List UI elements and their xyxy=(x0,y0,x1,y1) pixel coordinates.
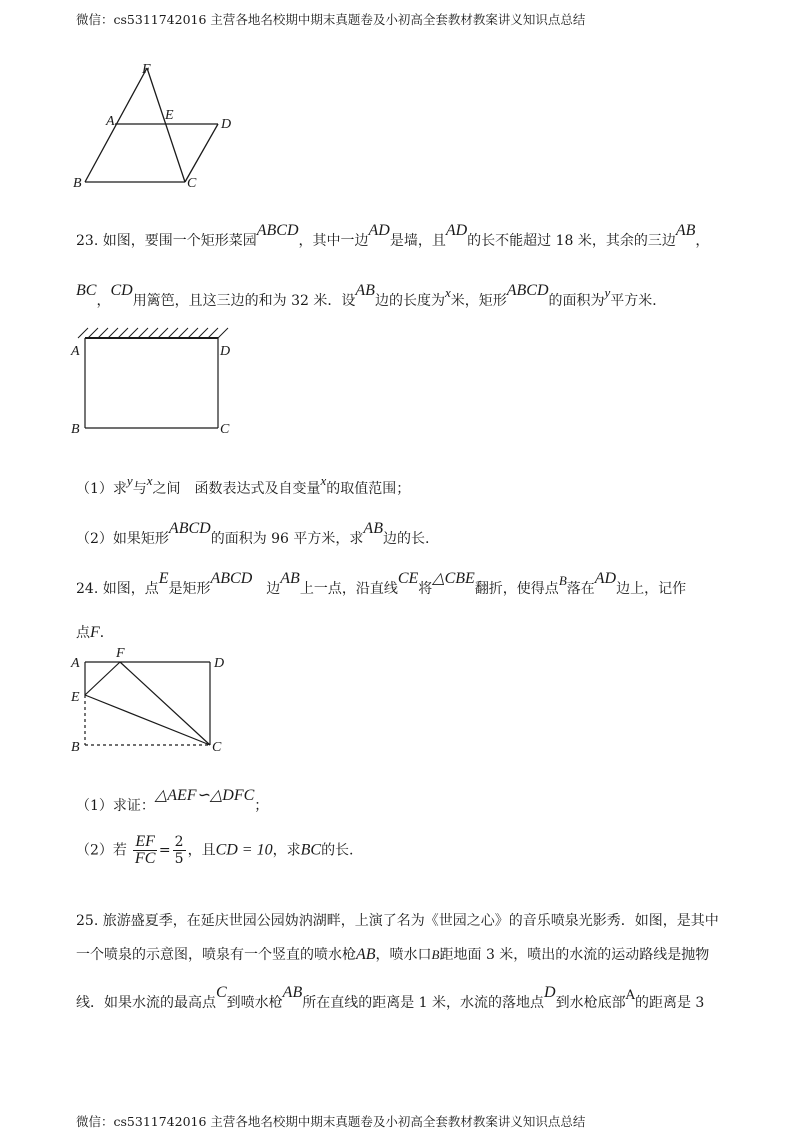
page-footer: 微信：cs5311742016 主营各地名校期中期末真题卷及小初高全套教材教案讲义知识点总结 xyxy=(76,1114,586,1129)
label-A: A xyxy=(71,656,80,671)
label-C: C xyxy=(220,422,230,437)
label-F: F xyxy=(116,646,125,661)
label-A: A xyxy=(106,114,115,129)
label-B: B xyxy=(73,176,82,191)
fraction-ef-fc: $\frac{EF}{FC}$ xyxy=(134,833,156,867)
label-A: A xyxy=(71,344,80,359)
label-F: F xyxy=(142,62,151,77)
label-B: B xyxy=(71,740,80,755)
label-D: D xyxy=(221,117,232,132)
q23-line2: BC，CD用篱笆，且这三边的和为 32 米．设AB边的长度为x米，矩形ABCD的面积为y平方米． xyxy=(76,282,667,309)
q23-part1: （1）求y与x之间 函数表达式及自变量x的取值范围； xyxy=(76,473,411,497)
q23-part2: （2）如果矩形ABCD的面积为 96 平方米，求AB边的长. xyxy=(76,520,430,547)
q24-line1: 24. 如图，点E是矩形ABCD 边AB上一点，沿直线CE将△CBE翻折，使得点B落在AD边上，记作 xyxy=(76,570,687,597)
label-D: D xyxy=(214,656,225,671)
figure-rect-garden xyxy=(68,325,248,440)
label-E: E xyxy=(71,690,80,705)
q23-line1: 23. 如图，要围一个矩形菜园ABCD，其中一边AD是墙，且AD的长不能超过 18 米，其余的三边AB， xyxy=(76,222,710,249)
label-C: C xyxy=(212,740,222,755)
figure-parallelogram xyxy=(70,55,250,195)
label-B: B xyxy=(71,422,80,437)
label-D: D xyxy=(220,344,231,359)
q25-line1: 25. 旅游盛夏季，在延庆世园公园妫汭湖畔，上演了名为《世园之心》的音乐喷泉光影秀．如图，是其中 xyxy=(76,913,719,929)
figure-fold xyxy=(68,645,248,760)
q24-part2: （2）若 $\frac{EF}{FC}$ = $\frac{2}{5}$ ，且CD = 10，求BC的长. xyxy=(76,833,354,867)
label-C: C xyxy=(187,176,197,191)
label-E: E xyxy=(165,108,174,123)
q24-part1: （1）求证：△AEF∽△DFC； xyxy=(76,787,269,814)
fraction-2-5: $\frac{2}{5}$ xyxy=(174,834,184,867)
page-header: 微信：cs5311742016 主营各地名校期中期末真题卷及小初高全套教材教案讲义知识点总结 xyxy=(76,12,586,27)
q24-line2: 点F． xyxy=(76,624,114,641)
q25-line2: 一个喷泉的示意图，喷泉有一个竖直的喷水枪AB，喷水口B距地面 3 米，喷出的水流的运动路线是抛物 xyxy=(76,946,710,963)
q25-line3: 线．如果水流的最高点C到喷水枪AB所在直线的距离是 1 米，水流的落地点D到水枪底部A的距离是 3 xyxy=(76,984,705,1011)
